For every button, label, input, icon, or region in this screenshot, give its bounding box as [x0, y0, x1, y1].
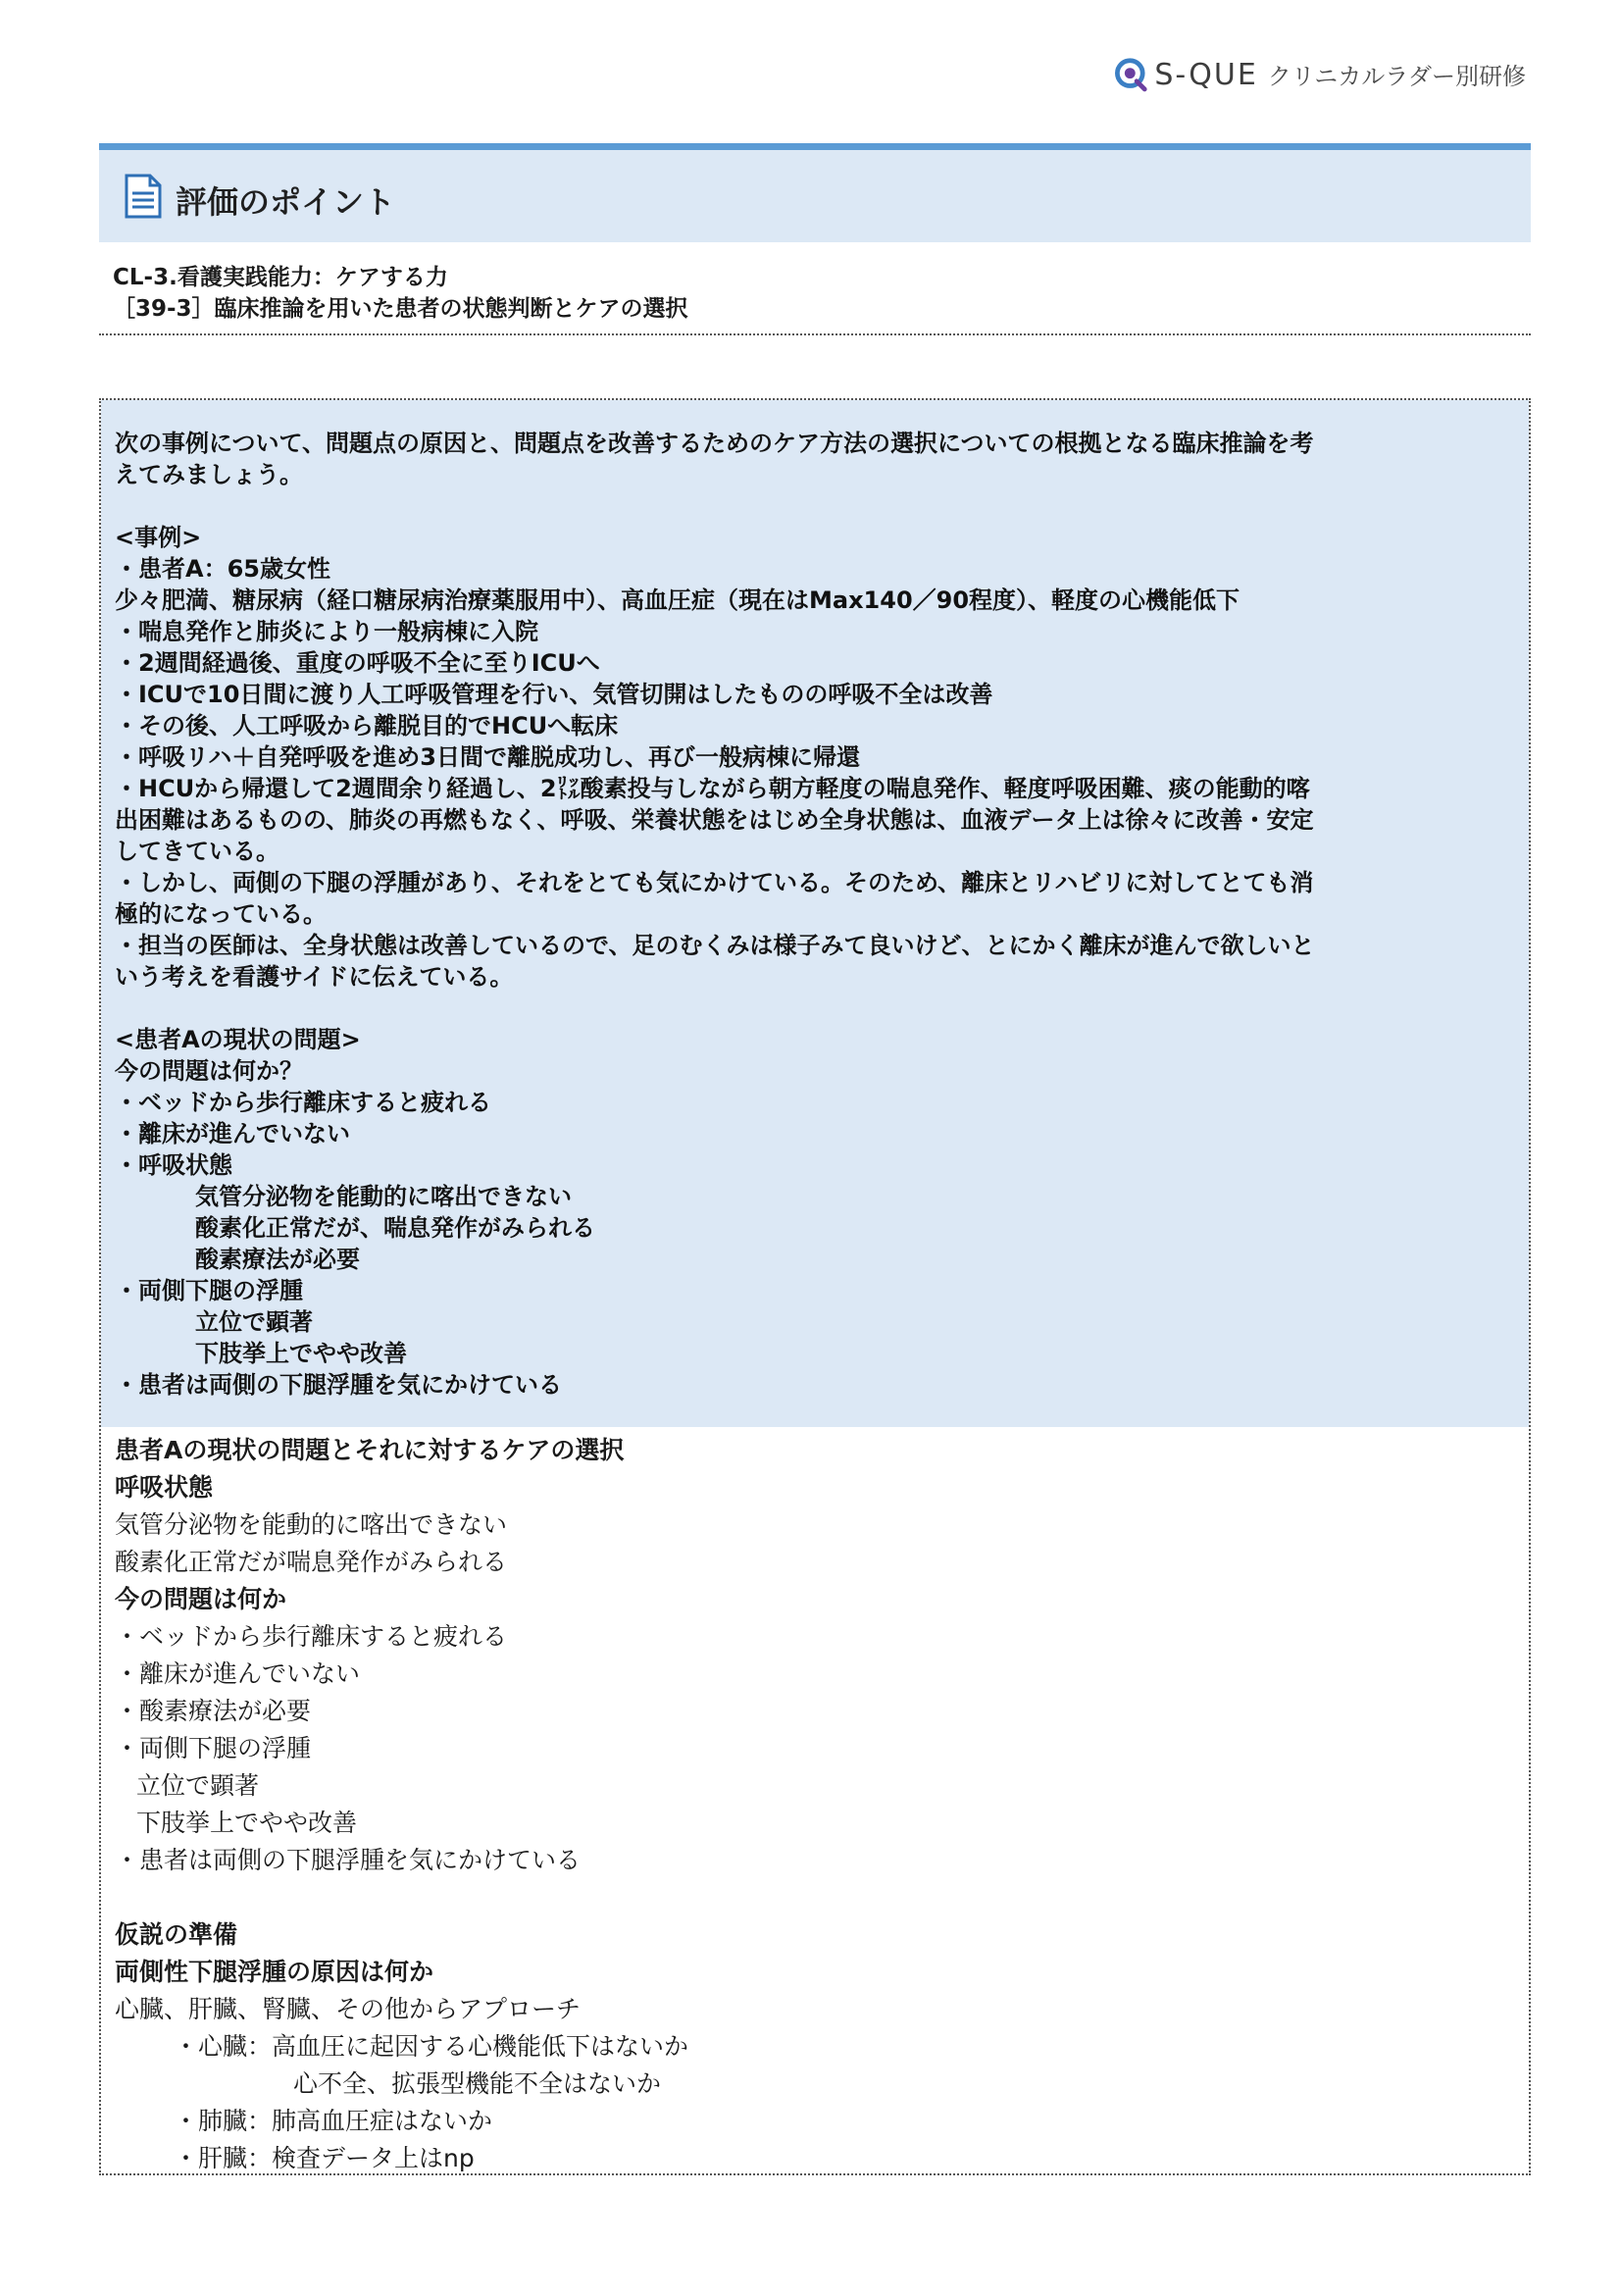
care-line: ・離床が進んでいない — [115, 1659, 361, 1688]
case-line: ・HCUから帰還して2週間余り経過し、2㍑酸素投与しながら朝方軽度の喘息発作、軽度呼吸困難、痰の能動的喀 — [115, 775, 1310, 802]
logo-subtitle: クリニカルラダー別研修 — [1267, 63, 1526, 90]
dotted-divider — [99, 333, 1531, 335]
case-line: ・喘息発作と肺炎により一般病棟に入院 — [115, 618, 538, 645]
case-line: 少々肥満、糖尿病（経口糖尿病治療薬服用中）、高血圧症（現在はMax140／90程度）、軽度の心機能低下 — [115, 587, 1240, 614]
care-subheading: 呼吸状態 — [115, 1473, 214, 1502]
hypothesis-subheading: 両側性下腿浮腫の原因は何か — [115, 1958, 434, 1986]
section-banner — [99, 143, 1531, 242]
case-line: ・2週間経過後、重度の呼吸不全に至りICUへ — [115, 649, 600, 677]
case-line: ・ベッドから歩行離床すると疲れる — [115, 1089, 491, 1116]
sque-logo — [1114, 49, 1526, 100]
logo-brand: S-QUE — [1154, 58, 1258, 92]
case-line: えてみましょう。 — [115, 461, 303, 488]
document-icon — [125, 174, 162, 219]
care-line: 気管分泌物を能動的に喀出できない — [115, 1510, 508, 1539]
care-heading: 患者Aの現状の問題とそれに対するケアの選択 — [115, 1436, 625, 1464]
care-line: 心不全、拡張型機能不全はないか — [293, 2069, 662, 2098]
care-line: ・肺臓：肺高血圧症はないか — [174, 2107, 493, 2135]
competency-label: CL-3.看護実践能力：ケアする力 — [113, 265, 448, 290]
case-line: 酸素化正常だが、喘息発作がみられる — [195, 1214, 595, 1242]
care-line: ・両側下腿の浮腫 — [115, 1734, 312, 1762]
case-line: 気管分泌物を能動的に喀出できない — [195, 1183, 572, 1210]
hypothesis-heading: 仮説の準備 — [115, 1920, 238, 1949]
care-line: 下肢挙上でやや改善 — [136, 1809, 358, 1837]
case-line: 極的になっている。 — [115, 900, 327, 928]
care-line: 酸素化正常だが喘息発作がみられる — [115, 1548, 508, 1576]
case-line: 今の問題は何か？ — [115, 1057, 303, 1085]
case-line: ・呼吸状態 — [115, 1151, 232, 1179]
care-line: ・肝臓：検査データ上はnp — [174, 2144, 475, 2172]
page-title: 評価のポイント — [176, 183, 396, 221]
topic-label: ［39-3］臨床推論を用いた患者の状態判断とケアの選択 — [113, 296, 688, 322]
case-line: 下肢挙上でやや改善 — [195, 1340, 407, 1367]
case-line: 出困難はあるものの、肺炎の再燃もなく、呼吸、栄養状態をはじめ全身状態は、血液データ上は徐々に改善・安定 — [115, 806, 1314, 834]
case-line: ・患者A：65歳女性 — [115, 555, 330, 583]
care-line: ・患者は両側の下腿浮腫を気にかけている — [115, 1846, 582, 1874]
care-line: 立位で顕著 — [136, 1771, 260, 1800]
care-line: ・酸素療法が必要 — [115, 1697, 312, 1725]
case-line: ・呼吸リハ＋自発呼吸を進め3日間で離脱成功し、再び一般病棟に帰還 — [115, 743, 860, 771]
case-line: ・離床が進んでいない — [115, 1120, 350, 1148]
case-line: いう考えを看護サイドに伝えている。 — [115, 963, 514, 991]
case-line: <患者Aの現状の問題> — [115, 1026, 361, 1053]
content-box — [99, 398, 1531, 2175]
care-subheading: 今の問題は何か — [115, 1585, 287, 1613]
case-line: 次の事例について、問題点の原因と、問題点を改善するためのケア方法の選択についての根拠となる臨床推論を考 — [115, 430, 1314, 457]
case-line: ・患者は両側の下腿浮腫を気にかけている — [115, 1371, 562, 1399]
case-line: 酸素療法が必要 — [195, 1246, 360, 1273]
case-line: 立位で顕著 — [195, 1308, 313, 1336]
case-line: ・その後、人工呼吸から離脱目的でHCUへ転床 — [115, 712, 619, 740]
case-line: してきている。 — [115, 838, 279, 865]
case-line: <事例> — [115, 524, 202, 551]
care-line: ・心臓：高血圧に起因する心機能低下はないか — [174, 2032, 689, 2061]
sque-logo-mark-icon — [1114, 49, 1148, 100]
case-line: ・担当の医師は、全身状態は改善しているので、足のむくみは様子みて良いけど、とにかく離床が進んで欲しいと — [115, 932, 1315, 959]
case-panel — [101, 400, 1529, 1427]
care-line: 心臓、肝臓、腎臓、その他からアプローチ — [115, 1995, 582, 2023]
case-line: ・ICUで10日間に渡り人工呼吸管理を行い、気管切開はしたものの呼吸不全は改善 — [115, 681, 993, 708]
case-line: ・両側下腿の浮腫 — [115, 1277, 303, 1304]
case-line: ・しかし、両側の下腿の浮腫があり、それをとても気にかけている。そのため、離床とリハビリに対してとても消 — [115, 869, 1314, 896]
logo-text — [1154, 57, 1526, 92]
care-line: ・ベッドから歩行離床すると疲れる — [115, 1622, 508, 1651]
